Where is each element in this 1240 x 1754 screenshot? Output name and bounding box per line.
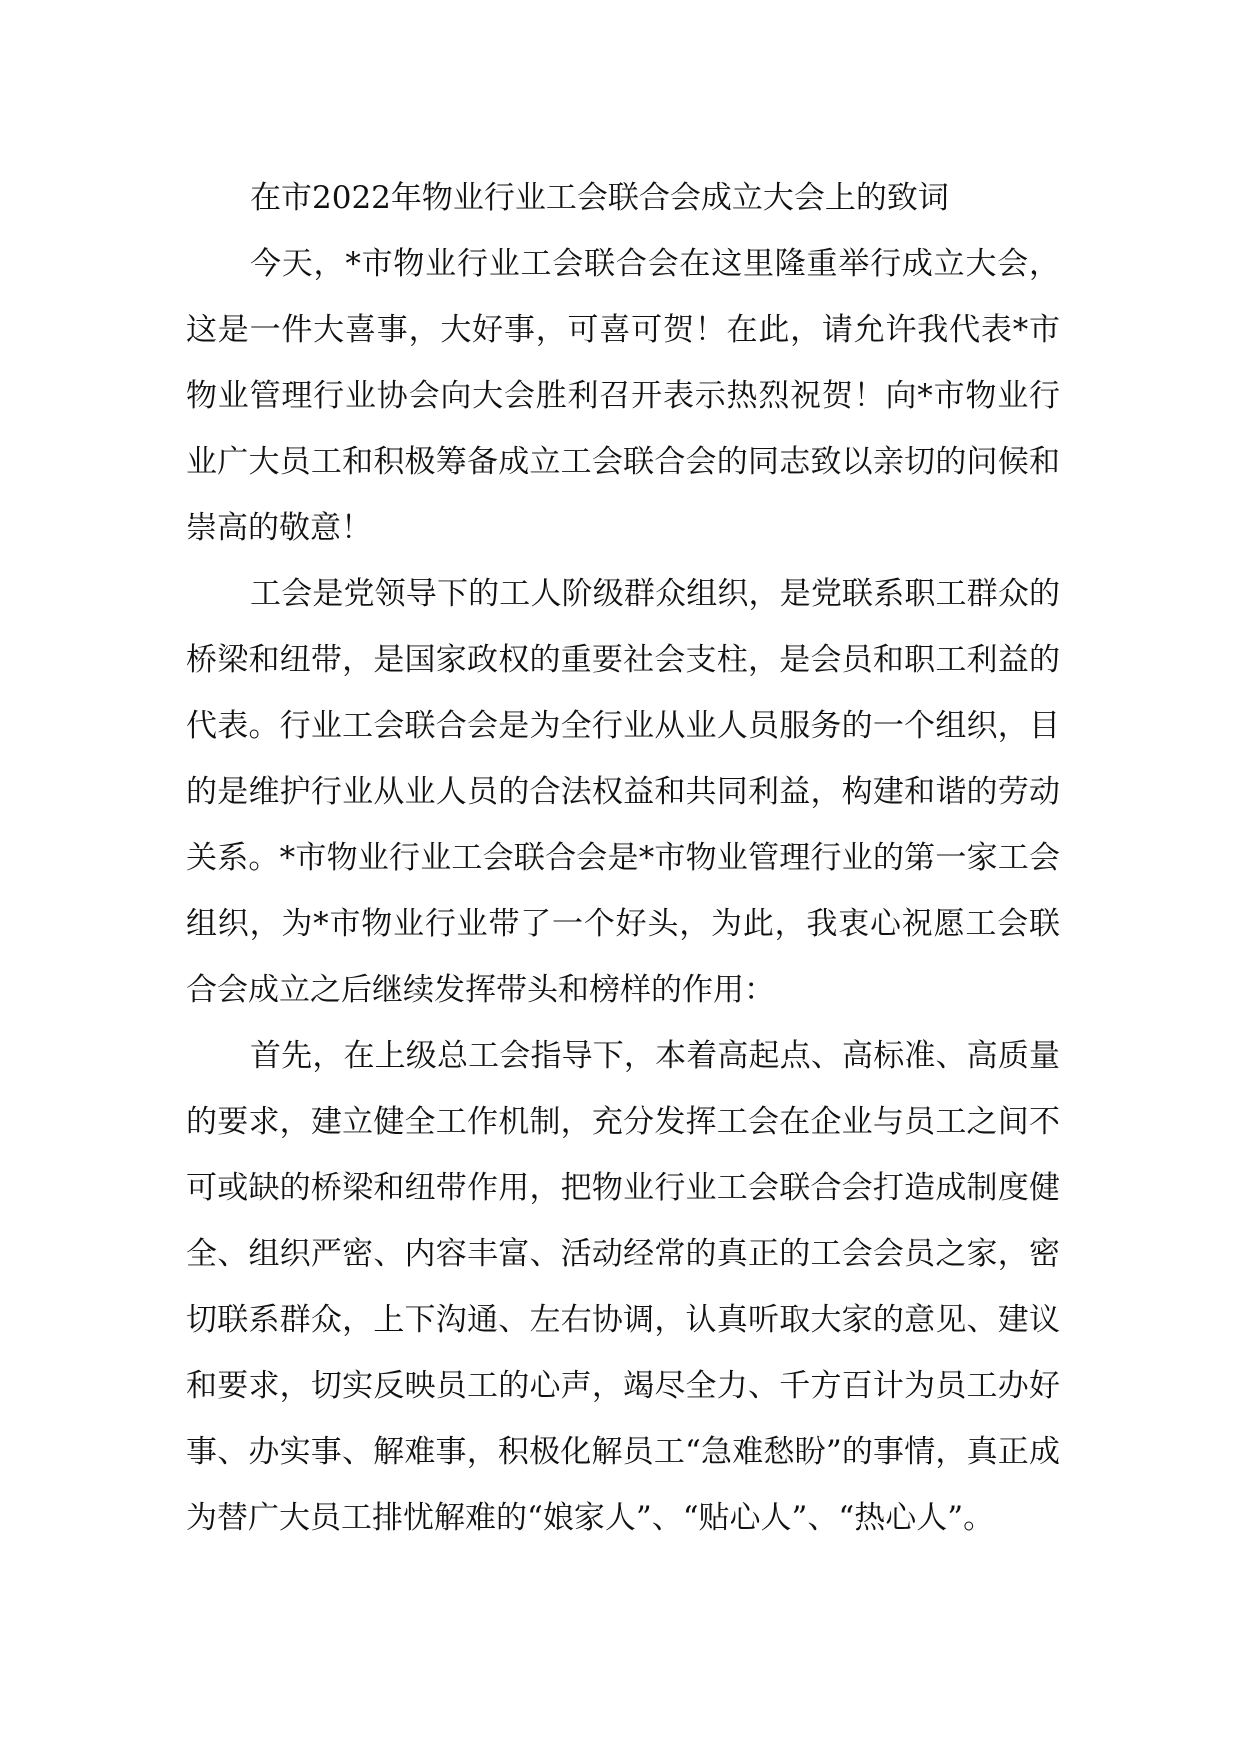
document-title: 在市2022年物业行业工会联合会成立大会上的致词 bbox=[250, 180, 949, 216]
paragraph-1: 今天，*市物业行业工会联合会在这里隆重举行成立大会，这是一件大喜事，大好事，可喜可贺！在此，请允许我代表*市物业管理行业协会向大会胜利召开表示热烈祝贺！向*市物业行业广大员工和积极筹备成立工会联合会的同志致以亲切的问候和崇高的敬意！ bbox=[186, 246, 1060, 546]
paragraph-2: 工会是党领导下的工人阶级群众组织，是党联系职工群众的桥梁和纽带，是国家政权的重要社会支柱，是会员和职工利益的代表。行业工会联合会是为全行业从业人员服务的一个组织，目的是维护行业从业人员的合法权益和共同利益，构建和谐的劳动关系。*市物业行业工会联合会是*市物业管理行业的第一家工会组织，为*市物业行业带了一个好头，为此，我衷心祝愿工会联合会成立之后继续发挥带头和榜样的作用： bbox=[186, 576, 1060, 1008]
paragraph-3: 首先，在上级总工会指导下，本着高起点、高标准、高质量的要求，建立健全工作机制，充分发挥工会在企业与员工之间不可或缺的桥梁和纽带作用，把物业行业工会联合会打造成制度健全、组织严密、内容丰富、活动经常的真正的工会会员之家，密切联系群众，上下沟通、左右协调，认真听取大家的意见、建议和要求，切实反映员工的心声，竭尽全力、千方百计为员工办好事、办实事、解难事，积极化解员工“急难愁盼”的事情，真正成为替广大员工排忧解难的“娘家人”、“贴心人”、“热心人”。 bbox=[186, 1038, 1060, 1536]
document-body bbox=[186, 165, 1060, 1551]
